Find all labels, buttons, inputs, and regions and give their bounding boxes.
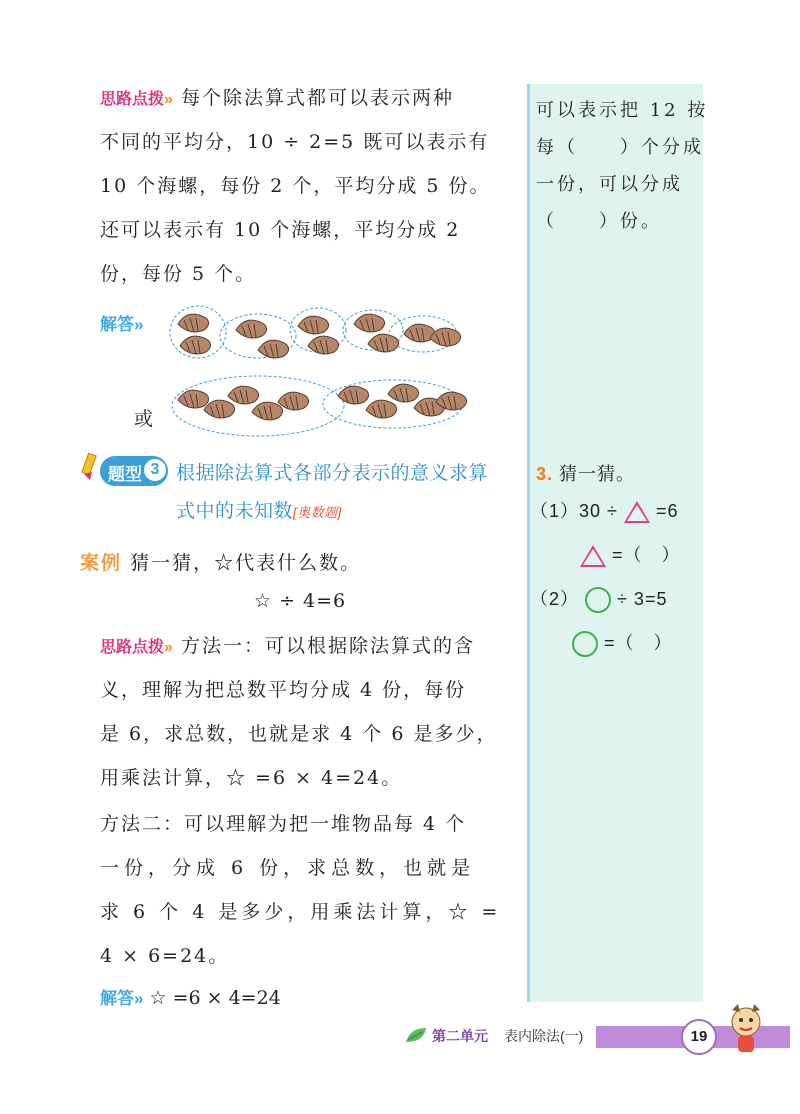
answer-label: 解答» xyxy=(100,989,144,1008)
hint-label: 思路点拨» xyxy=(100,639,173,656)
sidebar-line: （ ）份。 xyxy=(536,211,662,232)
hint-label: 思路点拨» xyxy=(100,91,173,108)
final-answer-row xyxy=(100,984,281,1009)
example-question: 猜一猜，☆代表什么数。 xyxy=(130,552,362,574)
type-title-line1: 根据除法算式各部分表示的意义求算 xyxy=(176,463,489,484)
q3-1-answer-blank[interactable]: =（ ） xyxy=(612,545,681,565)
page-number: 19 xyxy=(681,1019,717,1055)
type-badge xyxy=(100,456,168,486)
sidebar-line: 一份，可以分成 xyxy=(536,174,683,195)
sidebar-line: 可以表示把 12 按 xyxy=(536,100,709,121)
explanation-line: 4 × 6=24。 xyxy=(100,945,230,967)
sidebar-question-3 xyxy=(530,456,681,669)
example-row xyxy=(80,548,361,575)
triangle-icon xyxy=(580,545,606,567)
type-badge-number: 3 xyxy=(144,459,166,481)
q3-1-suffix: =6 xyxy=(655,501,679,521)
explanation-line: 还可以表示有 10 个海螺，平均分成 2 xyxy=(100,219,461,241)
sidebar-line: 每（ ）个分成 xyxy=(536,137,704,158)
explanation-line: 求 6 个 4 是多少，用乘法计算，☆ = xyxy=(100,901,502,923)
explanation-line: 份，每份 5 个。 xyxy=(100,263,257,285)
footer-subtitle: 表内除法(一) xyxy=(504,1028,584,1044)
sidebar-border xyxy=(527,84,530,1002)
q3-2-suffix: ÷ 3=5 xyxy=(617,589,668,609)
answer-label: 解答» xyxy=(100,315,144,334)
example-equation: ☆ ÷ 4=6 xyxy=(254,590,347,612)
or-label: 或 xyxy=(134,408,154,430)
type-title-line2: 式中的未知数[奥数题] xyxy=(176,501,342,522)
q3-2-prefix: （2） xyxy=(530,589,580,609)
shell-grouping-illustration xyxy=(168,300,468,440)
explanation-line: 用乘法计算，☆ =6 × 4=24。 xyxy=(100,767,403,789)
explanation-line: 方法二：可以理解为把一堆物品每 4 个 xyxy=(100,813,467,835)
explanation-line: 思路点拨» 每个除法算式都可以表示两种 xyxy=(100,87,454,109)
explanation-line: 10 个海螺，每份 2 个，平均分成 5 份。 xyxy=(100,175,491,197)
circle-icon xyxy=(572,631,598,657)
olympiad-tag: [奥数题] xyxy=(293,505,342,520)
circle-icon xyxy=(585,587,611,613)
footer-unit: 第二单元 xyxy=(432,1028,488,1044)
mascot-icon xyxy=(716,1000,776,1056)
explanation-line: 是 6，求总数，也就是求 4 个 6 是多少， xyxy=(100,723,498,745)
type-badge-label: 题型 xyxy=(108,465,142,484)
question-number: 3. xyxy=(536,464,554,484)
sidebar-question-2-text xyxy=(536,92,708,240)
q3-2-answer-blank[interactable]: =（ ） xyxy=(604,633,673,653)
leaf-icon xyxy=(404,1024,430,1046)
explanation-line: 思路点拨» 方法一：可以根据除法算式的含 xyxy=(100,635,475,657)
triangle-icon xyxy=(624,501,650,523)
explanation-line: 一份，分成 6 份，求总数，也就是 xyxy=(100,857,476,879)
question-title: 猜一猜。 xyxy=(559,464,636,484)
pencil-icon xyxy=(76,452,102,482)
q3-1-prefix: （1）30 ÷ xyxy=(530,501,618,521)
explanation-line: 不同的平均分，10 ÷ 2=5 既可以表示有 xyxy=(100,131,490,153)
explanation-line: 义，理解为把总数平均分成 4 份，每份 xyxy=(100,679,467,701)
final-answer: ☆ =6 × 4=24 xyxy=(149,987,281,1009)
example-label: 案例 xyxy=(80,553,123,574)
